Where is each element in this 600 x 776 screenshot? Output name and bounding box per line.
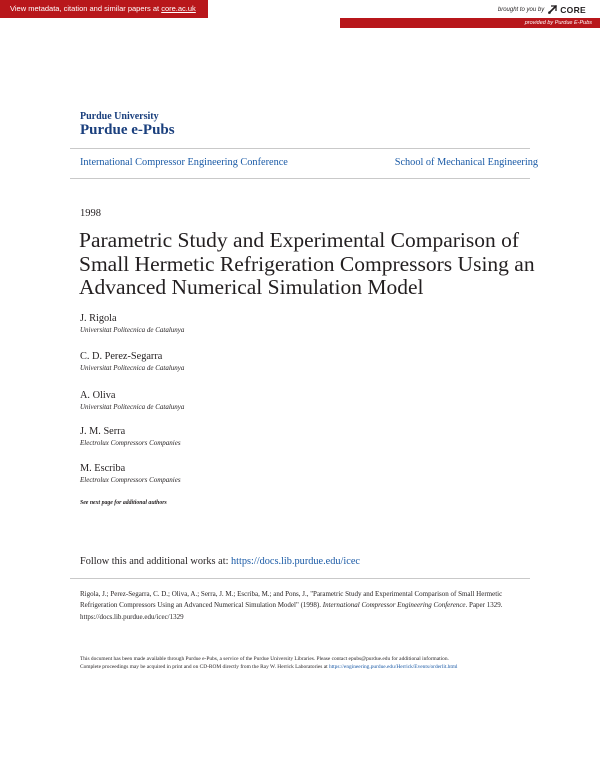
institution-name[interactable]: Purdue University [80, 111, 159, 122]
brought-by-text: brought to you by [497, 6, 545, 13]
recommended-citation [80, 589, 530, 623]
author-affiliation: Electrolux Compressors Companies [80, 439, 181, 447]
author-name[interactable]: C. D. Perez-Segarra [80, 351, 163, 362]
availability-notice [80, 655, 520, 672]
publication-year: 1998 [80, 208, 101, 219]
paper-title: Parametric Study and Experimental Comparison of Small Hermetic Refrigeration Compressors Using an Advanced Numerical Simulation Model [79, 228, 535, 299]
core-branding [498, 4, 586, 15]
author-block [80, 425, 181, 448]
follow-line [80, 556, 360, 567]
author-affiliation: Universitat Politecnica de Catalunya [80, 403, 185, 411]
author-block [80, 312, 184, 335]
herrick-orderlit-link[interactable]: https://engineering.purdue.edu/Herrick/Events/orderlit.html [328, 664, 458, 671]
author-block [80, 462, 181, 485]
author-affiliation: Electrolux Compressors Companies [80, 476, 181, 484]
citation-venue: International Compressor Engineering Conference [322, 601, 466, 610]
author-name[interactable]: M. Escriba [80, 463, 126, 474]
core-logo-icon [547, 4, 558, 15]
author-affiliation: Universitat Politecnica de Catalunya [80, 364, 185, 372]
author-name[interactable]: A. Oliva [80, 390, 116, 401]
citation-url[interactable]: https://docs.lib.purdue.edu/icec/1329 [80, 612, 184, 621]
core-link-domain[interactable]: core.ac.uk [161, 4, 196, 13]
collection-link-icec[interactable]: International Compressor Engineering Conference [80, 157, 288, 168]
citation-text: Rigola, J.; Perez-Segarra, C. D.; Oliva, A.; Serra, J. M.; Escriba, M.; and Pons, J., "Parametric Study and Experimental Comparison of Small Hermetic Refrigeration Compressors Using an Advanced Numerical Simulation Model" (1998). [80, 590, 503, 610]
author-block [80, 350, 184, 373]
collections-bottom-rule [70, 178, 530, 179]
follow-text: Follow this and additional works at: [80, 556, 232, 567]
collection-link-mechanical-engineering[interactable]: School of Mechanical Engineering [394, 157, 538, 168]
author-block [80, 389, 184, 412]
core-metadata-link[interactable] [0, 0, 208, 18]
core-logo[interactable] [547, 4, 586, 15]
core-logo-text: CORE [560, 4, 586, 15]
collections-top-rule [70, 148, 530, 149]
repository-name[interactable]: Purdue e-Pubs [80, 122, 175, 138]
author-name[interactable]: J. M. Serra [80, 426, 126, 437]
availability-text: This document has been made available through Purdue e-Pubs, a service of the Purdue University Libraries. Please contact epubs@purdue.edu for additional information. [80, 656, 449, 662]
author-name[interactable]: J. Rigola [80, 313, 117, 324]
core-link-prefix: View metadata, citation and similar papers at [10, 4, 162, 13]
author-affiliation: Universitat Politecnica de Catalunya [80, 326, 185, 334]
follow-url-link[interactable]: https://docs.lib.purdue.edu/icec [231, 556, 360, 567]
core-provided-by[interactable] [340, 18, 600, 28]
proceedings-text: Complete proceedings may be acquired in print and on CD-ROM directly from the Ray W. Herrick Laboratories at [80, 664, 329, 671]
citation-paper-number: . Paper 1329. [465, 601, 503, 610]
see-next-page-note: See next page for additional authors [80, 500, 167, 506]
provided-by-text: provided by Purdue E-Pubs [524, 20, 592, 26]
citation-top-rule [70, 578, 530, 579]
